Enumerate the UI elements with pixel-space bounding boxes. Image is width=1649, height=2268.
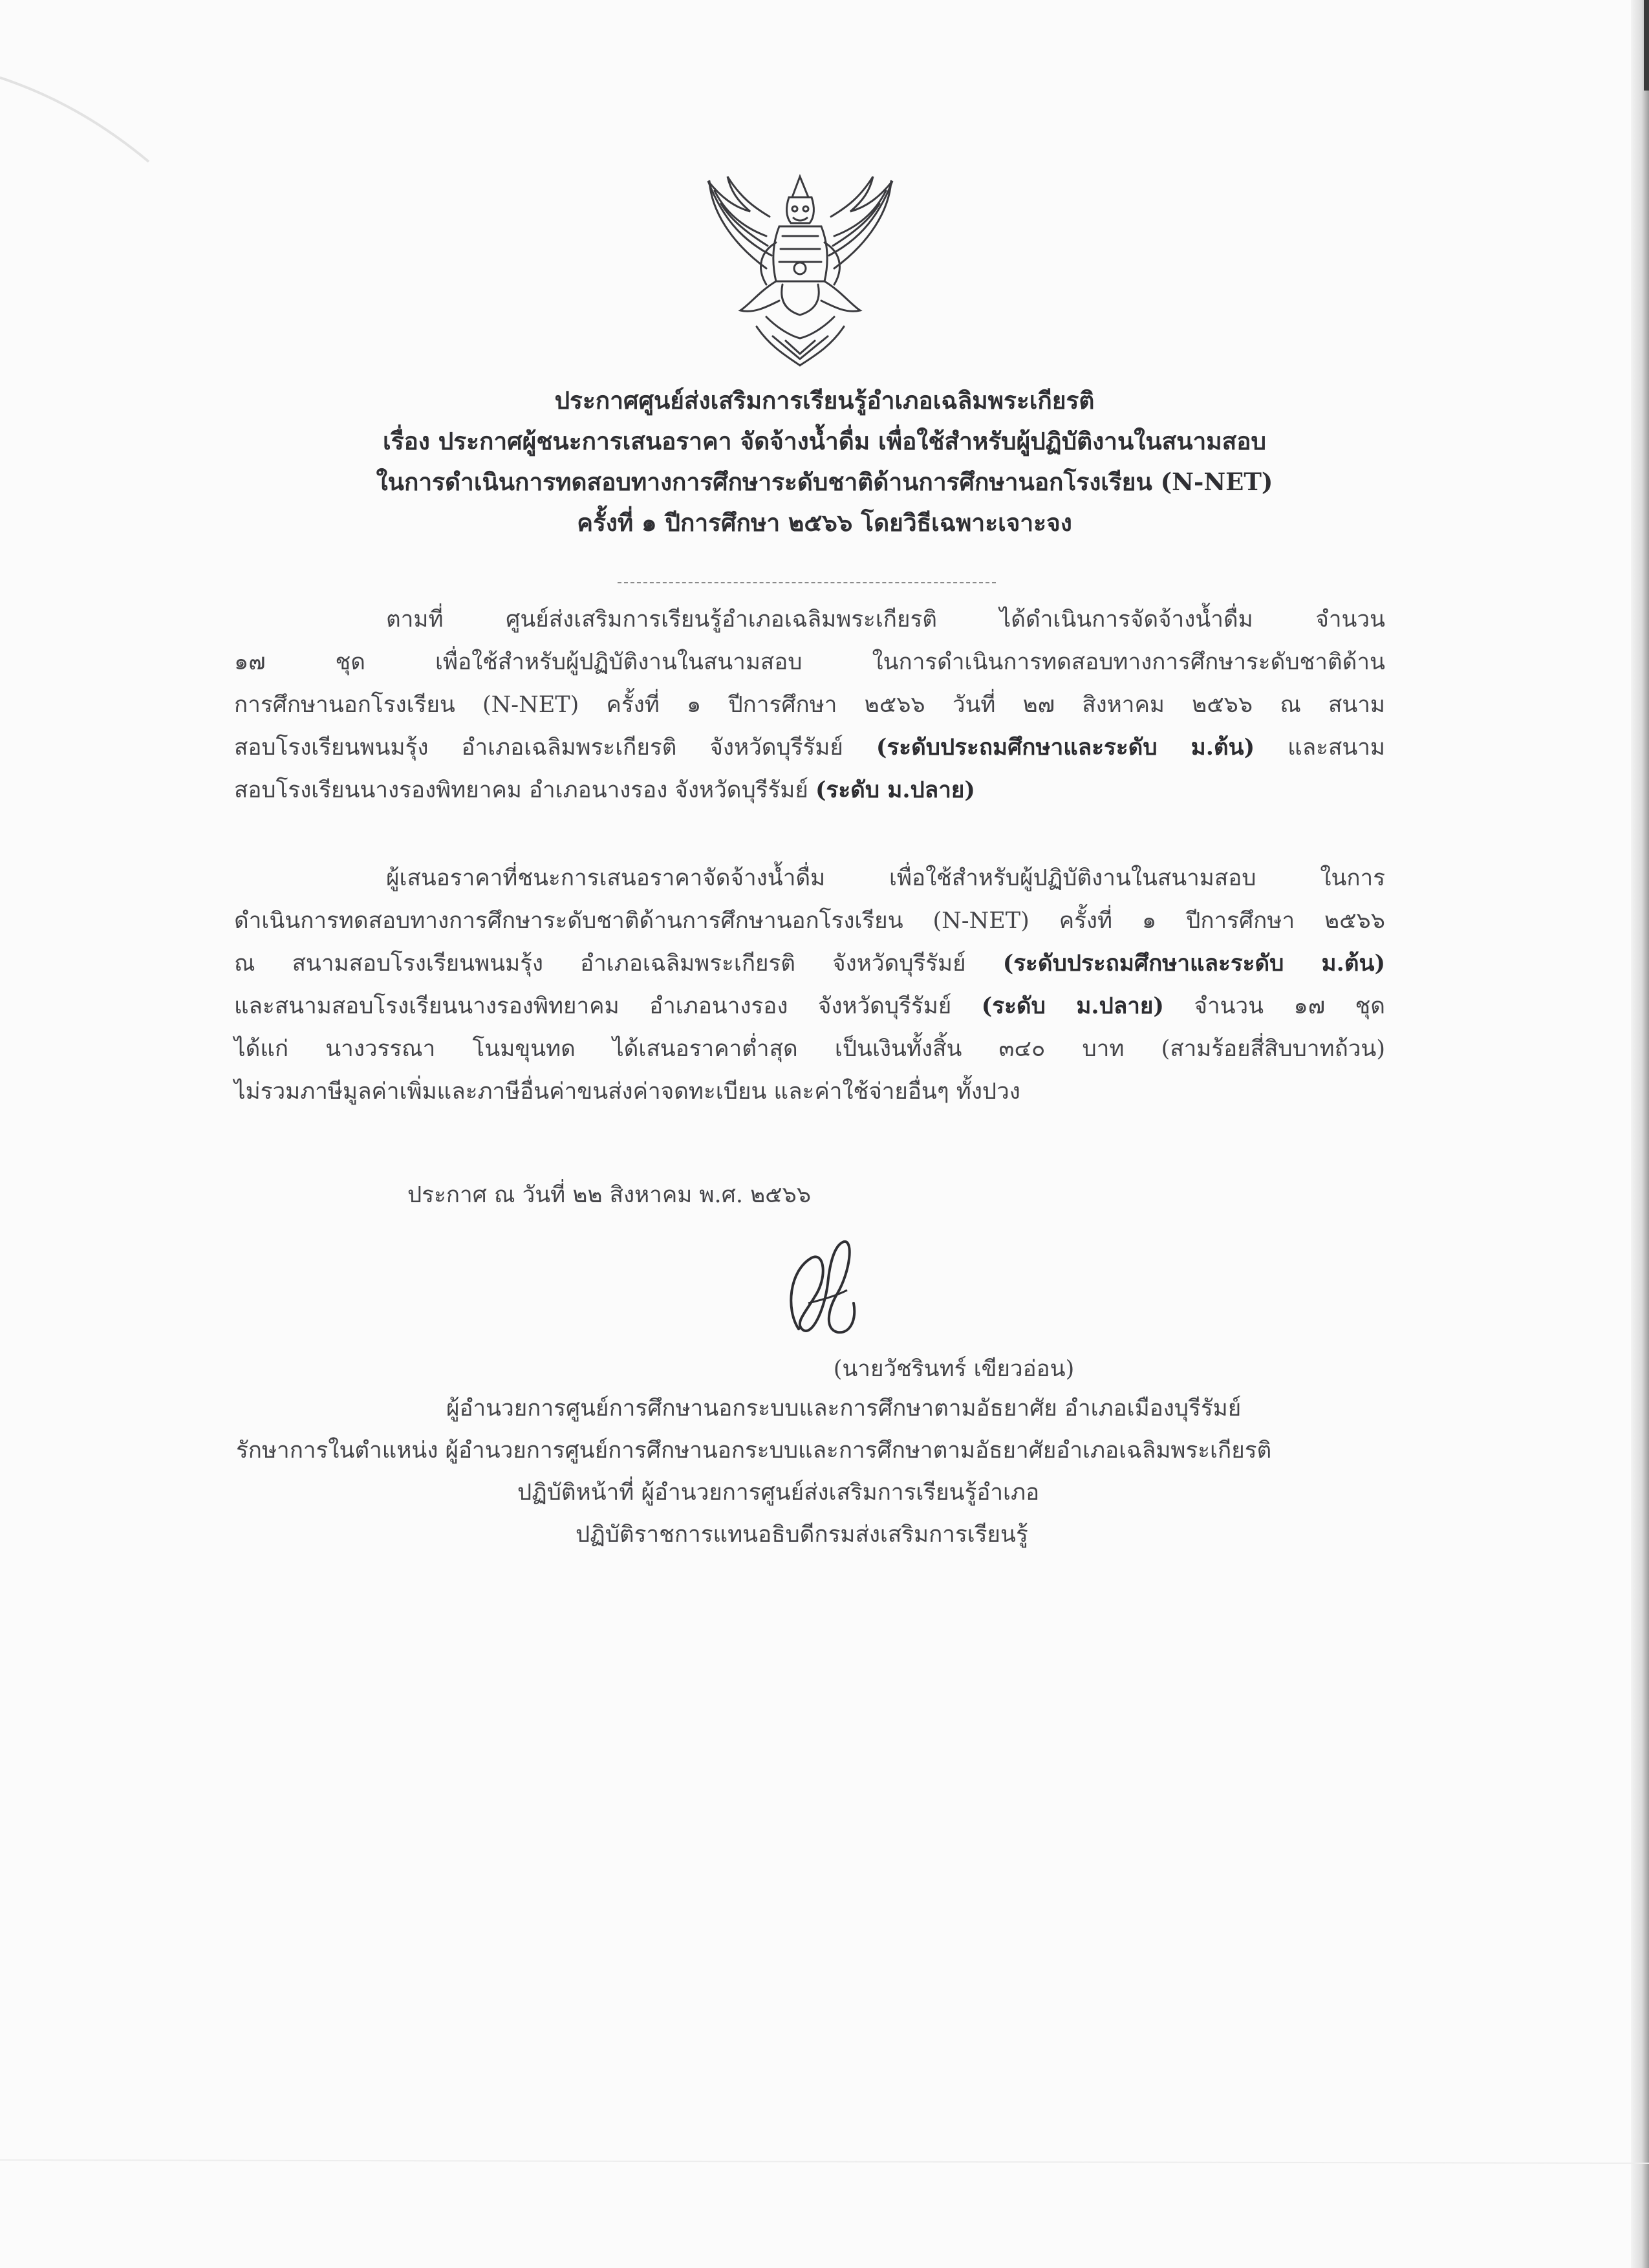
paragraph-2	[234, 857, 1385, 1113]
paragraph-1-line-2: ๑๗ ชุด เพื่อใช้สำหรับผู้ปฏิบัติงานในสนามสอบ ในการดำเนินการทดสอบทางการศึกษาระดับชาติด้าน	[234, 649, 1385, 675]
title-line-1: ประกาศศูนย์ส่งเสริมการเรียนรู้อำเภอเฉลิมพระเกียรติ	[554, 386, 1095, 415]
p2-l3-bold: (ระดับประถมศึกษาและระดับ ม.ต้น)	[1002, 950, 1386, 977]
p2-l4-text: และสนามสอบโรงเรียนนางรองพิทยาคม อำเภอนางรอง จังหวัดบุรีรัมย์	[234, 993, 982, 1019]
signatory-position-4: ปฏิบัติราชการแทนอธิบดีกรมส่งเสริมการเรียนรู้	[576, 1522, 1028, 1548]
signatory-position-2: รักษาการในตำแหน่ง ผู้อำนวยการศูนย์การศึกษานอกระบบและการศึกษาตามอัธยาศัยอำเภอเฉลิมพระเกียรติ	[236, 1438, 1272, 1463]
announcement-title	[129, 380, 1520, 543]
title-line-3: ในการดำเนินการทดสอบทางการศึกษาระดับชาติด้านการศึกษานอกโรงเรียน (N-NET)	[376, 468, 1273, 496]
garuda-emblem-icon	[695, 171, 905, 372]
paragraph-1	[234, 598, 1385, 812]
p1-l5-bold: (ระดับ ม.ปลาย)	[815, 777, 975, 803]
handwritten-signature	[773, 1232, 870, 1348]
p2-l4-bold: (ระดับ ม.ปลาย)	[981, 993, 1164, 1019]
paragraph-2-line-1: ผู้เสนอราคาที่ชนะการเสนอราคาจัดจ้างน้ำดื่ม เพื่อใช้สำหรับผู้ปฏิบัติงานในสนามสอบ ในการ	[386, 865, 1385, 891]
p2-l3-text: ณ สนามสอบโรงเรียนพนมรุ้ง อำเภอเฉลิมพระเกียรติ จังหวัดบุรีรัมย์	[234, 951, 1003, 977]
paragraph-2-line-4	[234, 985, 1385, 1028]
paragraph-1-line-5	[234, 769, 1385, 812]
p1-l4-tail: และสนาม	[1255, 735, 1385, 761]
p1-l5-text: สอบโรงเรียนนางรองพิทยาคม อำเภอนางรอง จังหวัดบุรีรัมย์	[234, 777, 815, 803]
title-line-2: เรื่อง ประกาศผู้ชนะการเสนอราคา จัดจ้างน้ำดื่ม เพื่อใช้สำหรับผู้ปฏิบัติงานในสนามสอบ	[383, 427, 1266, 455]
paragraph-1-line-3: การศึกษานอกโรงเรียน (N-NET) ครั้งที่ ๑ ปีการศึกษา ๒๕๖๖ วันที่ ๒๗ สิงหาคม ๒๕๖๖ ณ สนาม	[234, 692, 1385, 718]
announcement-date: ประกาศ ณ วันที่ ๒๒ สิงหาคม พ.ศ. ๒๕๖๖	[407, 1182, 812, 1208]
page-corner-shadow	[1644, 0, 1649, 91]
paragraph-2-line-2: ดำเนินการทดสอบทางการศึกษาระดับชาติด้านการศึกษานอกโรงเรียน (N-NET) ครั้งที่ ๑ ปีการศึกษา ๒๕๖๖	[234, 908, 1385, 934]
paragraph-2-line-6: ไม่รวมภาษีมูลค่าเพิ่มและภาษีอื่นค่าขนส่งค่าจดทะเบียน และค่าใช้จ่ายอื่นๆ ทั้งปวง	[234, 1079, 1020, 1105]
paragraph-2-line-5: ได้แก่ นางวรรณา โนมขุนทด ได้เสนอราคาต่ำสุด เป็นเงินทั้งสิ้น ๓๔๐ บาท (สามร้อยสี่สิบบาทถ้วน)	[234, 1036, 1385, 1062]
page-right-edge-shadow	[1631, 0, 1649, 2268]
title-divider	[618, 582, 996, 583]
p1-l4-text: สอบโรงเรียนพนมรุ้ง อำเภอเฉลิมพระเกียรติ จังหวัดบุรีรัมย์	[234, 735, 876, 761]
p1-l4-bold: (ระดับประถมศึกษาและระดับ ม.ต้น)	[876, 734, 1255, 761]
signatory-name: (นายวัชรินทร์ เขียวอ่อน)	[833, 1356, 1075, 1382]
paragraph-1-line-1: ตามที่ ศูนย์ส่งเสริมการเรียนรู้อำเภอเฉลิมพระเกียรติ ได้ดำเนินการจัดจ้างน้ำดื่ม จำนวน	[386, 607, 1385, 632]
p2-l4-tail: จำนวน ๑๗ ชุด	[1164, 993, 1386, 1019]
paragraph-1-line-4	[234, 726, 1385, 769]
signatory-position-3: ปฏิบัติหน้าที่ ผู้อำนวยการศูนย์ส่งเสริมการเรียนรู้อำเภอ	[517, 1480, 1040, 1506]
paragraph-2-line-3	[234, 942, 1385, 985]
title-line-4: ครั้งที่ ๑ ปีการศึกษา ๒๕๖๖ โดยวิธีเฉพาะเจาะจง	[577, 508, 1072, 537]
signatory-position-1: ผู้อำนวยการศูนย์การศึกษานอกระบบและการศึกษาตามอัธยาศัย อำเภอเมืองบุรีรัมย์	[446, 1396, 1242, 1421]
